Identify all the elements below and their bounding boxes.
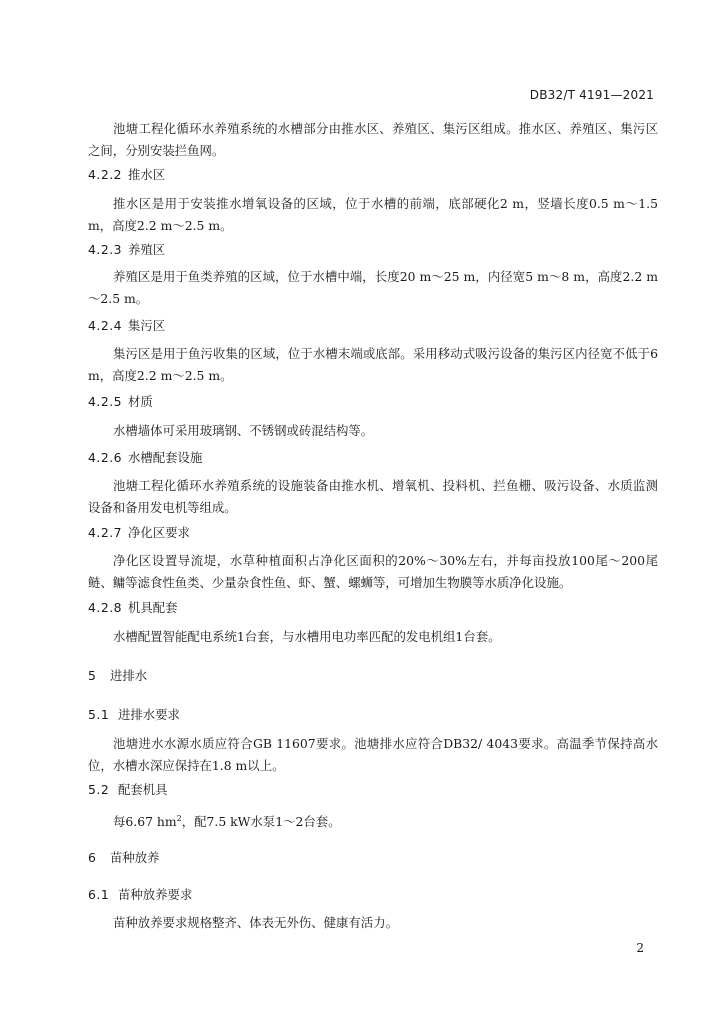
section-number: 5 — [88, 668, 97, 683]
section-number: 4.2.3 — [88, 242, 123, 257]
section-title: 苗种放养要求 — [118, 887, 193, 902]
heading-5-1 — [88, 706, 180, 724]
superscript-2: 2 — [176, 814, 182, 823]
section-number: 4.2.4 — [88, 318, 123, 333]
section-title: 推水区 — [128, 167, 166, 182]
paragraph-5-2-suffix: ，配7.5 kW水泵1～2台套。 — [181, 814, 341, 830]
section-number: 6.1 — [88, 887, 110, 902]
heading-4-2-5 — [88, 393, 153, 411]
paragraph-4-2-5: 水槽墙体可采用玻璃钢、不锈钢或砖混结构等。 — [113, 423, 374, 438]
section-title: 配套机具 — [118, 782, 168, 797]
paragraph-4-2-4: 集污区是用于鱼污收集的区域，位于水槽末端或底部。采用移动式吸污设备的集污区内径宽不低于6 m，高度2.2 m～2.5 m。 — [88, 346, 658, 383]
heading-5 — [88, 667, 147, 685]
section-title: 净化区要求 — [128, 525, 190, 540]
heading-4-2-6 — [88, 449, 202, 467]
section-title: 集污区 — [128, 318, 166, 333]
section-title: 机具配套 — [128, 600, 178, 615]
paragraph-5-1: 池塘进水水源水质应符合GB 11607要求。池塘排水应符合DB32/ 4043要求。高温季节保持高水位，水槽水深应保持在1.8 m以上。 — [88, 736, 658, 773]
heading-6 — [88, 849, 160, 867]
section-number: 5.2 — [88, 782, 110, 797]
heading-4-2-8 — [88, 599, 178, 617]
paragraph-6-1: 苗种放养要求规格整齐、体表无外伤、健康有活力。 — [113, 915, 398, 930]
page-number: 2 — [636, 941, 644, 955]
section-title: 进排水 — [110, 668, 148, 683]
section-number: 4.2.6 — [88, 450, 123, 465]
section-title: 水槽配套设施 — [128, 450, 203, 465]
paragraph-5-2-prefix: 每6.67 hm — [113, 814, 177, 830]
section-title: 进排水要求 — [118, 707, 180, 722]
heading-4-2-7 — [88, 524, 190, 542]
heading-5-2 — [88, 781, 168, 799]
paragraph-4-2-8: 水槽配置智能配电系统1台套，与水槽用电功率匹配的发电机组1台套。 — [113, 629, 501, 644]
paragraph-4-2-7: 净化区设置导流堤，水草种植面积占净化区面积的20%～30%左右，并每亩投放100尾～200尾鲢、鳙等滤食性鱼类、少量杂食性鱼、虾、蟹、螺蛳等，可增加生物膜等水质净化设施。 — [88, 553, 658, 590]
heading-4-2-4 — [88, 317, 165, 335]
section-title: 苗种放养 — [110, 850, 160, 865]
intro-paragraph: 池塘工程化循环水养殖系统的水槽部分由推水区、养殖区、集污区组成。推水区、养殖区、集污区之间，分别安装拦鱼网。 — [88, 121, 658, 158]
section-title: 养殖区 — [128, 242, 166, 257]
heading-4-2-3 — [88, 241, 165, 259]
section-number: 5.1 — [88, 707, 110, 722]
paragraph-5-2 — [88, 808, 658, 833]
paragraph-4-2-2: 推水区是用于安装推水增氧设备的区域，位于水槽的前端，底部硬化2 m，竖墙长度0.5 m～1.5 m，高度2.2 m～2.5 m。 — [88, 196, 658, 233]
section-number: 4.2.8 — [88, 600, 123, 615]
paragraph-4-2-6: 池塘工程化循环水养殖系统的设施装备由推水机、增氧机、投料机、拦鱼栅、吸污设备、水质监测设备和备用发电机等组成。 — [88, 478, 658, 515]
document-code-header: DB32/T 4191—2021 — [529, 88, 654, 102]
section-number: 6 — [88, 850, 97, 865]
heading-6-1 — [88, 886, 192, 904]
paragraph-4-2-3: 养殖区是用于鱼类养殖的区域，位于水槽中端，长度20 m～25 m，内径宽5 m～8 m，高度2.2 m～2.5 m。 — [88, 269, 658, 306]
section-number: 4.2.5 — [88, 394, 123, 409]
section-number: 4.2.7 — [88, 525, 123, 540]
section-number: 4.2.2 — [88, 167, 123, 182]
section-title: 材质 — [128, 394, 153, 409]
heading-4-2-2 — [88, 166, 165, 184]
